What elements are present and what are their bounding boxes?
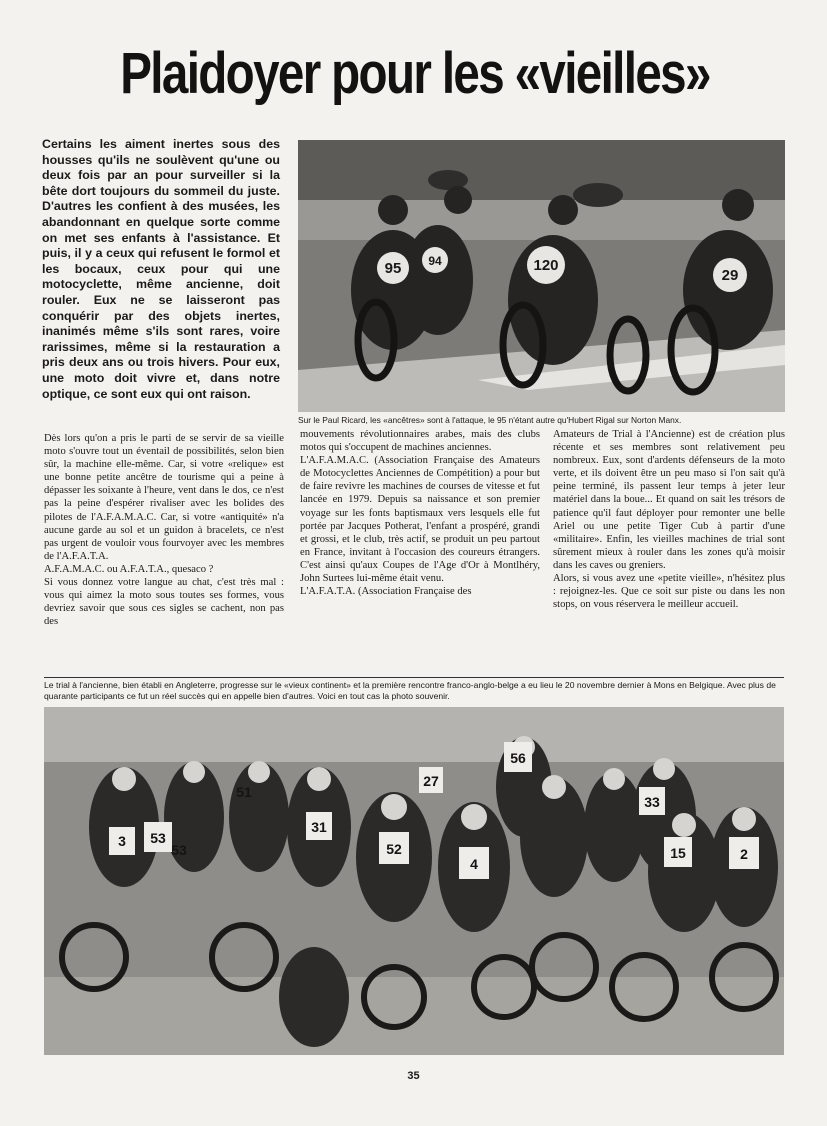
bib-number: 33 xyxy=(644,794,660,810)
paragraph: mouvements révolutionnaires arabes, mais des clubs motos qui s'occupent de machines anciennes. xyxy=(300,429,540,454)
bib-number: 53 xyxy=(171,842,187,858)
intro-paragraph: Certains les aiment inertes sous des housses qu'ils ne soulèvent qu'une ou deux fois par an pour surveiller si la bête dort toujours du sommeil du juste. D'autres les confient à des musées, les abandonnant en quelque sorte comme on met ses enfants à l'assistance. Et puis, il y a ceux qui refusent le formol et les bocaux, ceux pour qui une motocyclette, même ancienne, doit rouler. Eux ne se laisseront pas conquérir par des objets inertes, inanimés même s'ils sont rares, voire rarissimes, même si la restauration a pris deux ans ou trois hivers. Pour eux, une moto doit vivre et, dans notre optique, ce sont eux qui ont raison. xyxy=(42,137,280,401)
bib-number: 52 xyxy=(386,841,402,857)
group-photo-caption: Le trial à l'ancienne, bien établi en Angleterre, progresse sur le «vieux continent» et la première rencontre franco-anglo-belge a eu lieu le 20 novembre dernier à Mons en Belgique. Avec plus de quarante participants ce fut un réel succès qui en appelle bien d'autres. Voici en tout cas la photo souvenir. xyxy=(44,680,776,701)
bib-number: 2 xyxy=(740,846,748,862)
text-column-3 xyxy=(553,428,785,611)
paragraph: Amateurs de Trial à l'Ancienne) est de création plus récente et ses membres sont relativement peu nombreux. Eux, sont d'ardents défenseurs de la moto verte, et ils doivent être un peu maso si l'on sait qu'à peine terminé, ils passent leur temps à jeter leur matériel dans la boue... Et quand on sait les trésors de patience qu'il faut déployer pour remonter une belle Ariel ou une petite Tiger Cub à partir d'une «militaire». Enfin, les vieilles machines de trial sont sûrement mieux à rouler dans les zones qu'à moisir dans les caves ou greniers. xyxy=(553,429,785,571)
bib-number: 31 xyxy=(311,819,327,835)
race-photo-caption: Sur le Paul Ricard, les «ancêtres» sont à l'attaque, le 95 n'étant autre qu'Hubert Rigal sur Norton Manx. xyxy=(298,415,682,425)
paragraph: Alors, si vous avez une «petite vieille», n'hésitez plus : rejoignez-les. Que ce soit sur piste ou dans les non stops, on vous réservera le meilleur accueil. xyxy=(553,573,785,611)
race-number: 120 xyxy=(533,257,559,274)
bib-number: 51 xyxy=(236,784,252,800)
paragraph: L'A.F.A.M.A.C. (Association Française des Amateurs de Motocyclettes Anciennes de Compétition) a pour but de faire revivre les machines de courses de vitesse et fut lancée en 1979. Depuis sa naissance et son premier voyage sur les fonts baptismaux vers lesquels elle fut portée par Jacques Potherat, l'enfant a prospéré, grandi et grossi, et le club, très actif, se produit un peu partout en France, invitant à l'occasion des coureurs étrangers. C'est ainsi qu'aux Coupes de l'Age d'Or à Montlhéry, John Surtees lui-même était venu. xyxy=(300,455,540,585)
paragraph: L'A.F.A.T.A. (Association Française des xyxy=(300,586,472,598)
paragraph: Dès lors qu'on a pris le parti de se servir de sa vieille moto s'ouvre tout un éventail de possibilités, selon bien sûr, la machine elle-même. Car, si votre «relique» est une bonne petite ancêtre de tourisme qui a peine à dépasser les soixante à l'heure, vent dans le dos, ce n'est pas la peine d'espérer rivaliser avec les bolides des pilotes de l'A.F.A.M.A.C. Car, si votre «antiquité» n'a aucune garde au sol et un guidon à bracelets, ce n'est pas urgent de vouloir vous fourvoyer avec les membres de l'A.F.A.T.A. xyxy=(44,433,284,562)
bib-number: 53 xyxy=(150,830,166,846)
race-photo-image xyxy=(298,140,785,412)
bib-number: 27 xyxy=(423,773,439,789)
bib-number: 3 xyxy=(118,833,126,849)
group-photo-image xyxy=(44,707,784,1055)
text-column-1 xyxy=(44,432,284,628)
race-number: 29 xyxy=(721,267,739,284)
page-number: 35 xyxy=(407,1070,420,1082)
text-column-2 xyxy=(300,428,540,598)
bib-number: 56 xyxy=(510,750,526,766)
page-title: Plaidoyer pour les «vieilles» xyxy=(120,41,710,106)
bib-number: 15 xyxy=(670,845,686,861)
race-photo xyxy=(298,140,785,412)
race-number: 95 xyxy=(384,260,402,277)
bib-number: 4 xyxy=(470,856,478,872)
paragraph: A.F.A.M.A.C. ou A.F.A.T.A., quesaco ? xyxy=(44,563,214,575)
paragraph: Si vous donnez votre langue au chat, c'est très mal : vous qui aimez la moto sous toutes ses formes, vous devriez savoir que sous ces sigles se cachent, non pas des xyxy=(44,577,284,628)
race-number: 94 xyxy=(428,254,442,268)
group-photo xyxy=(44,707,784,1055)
divider xyxy=(44,677,784,678)
